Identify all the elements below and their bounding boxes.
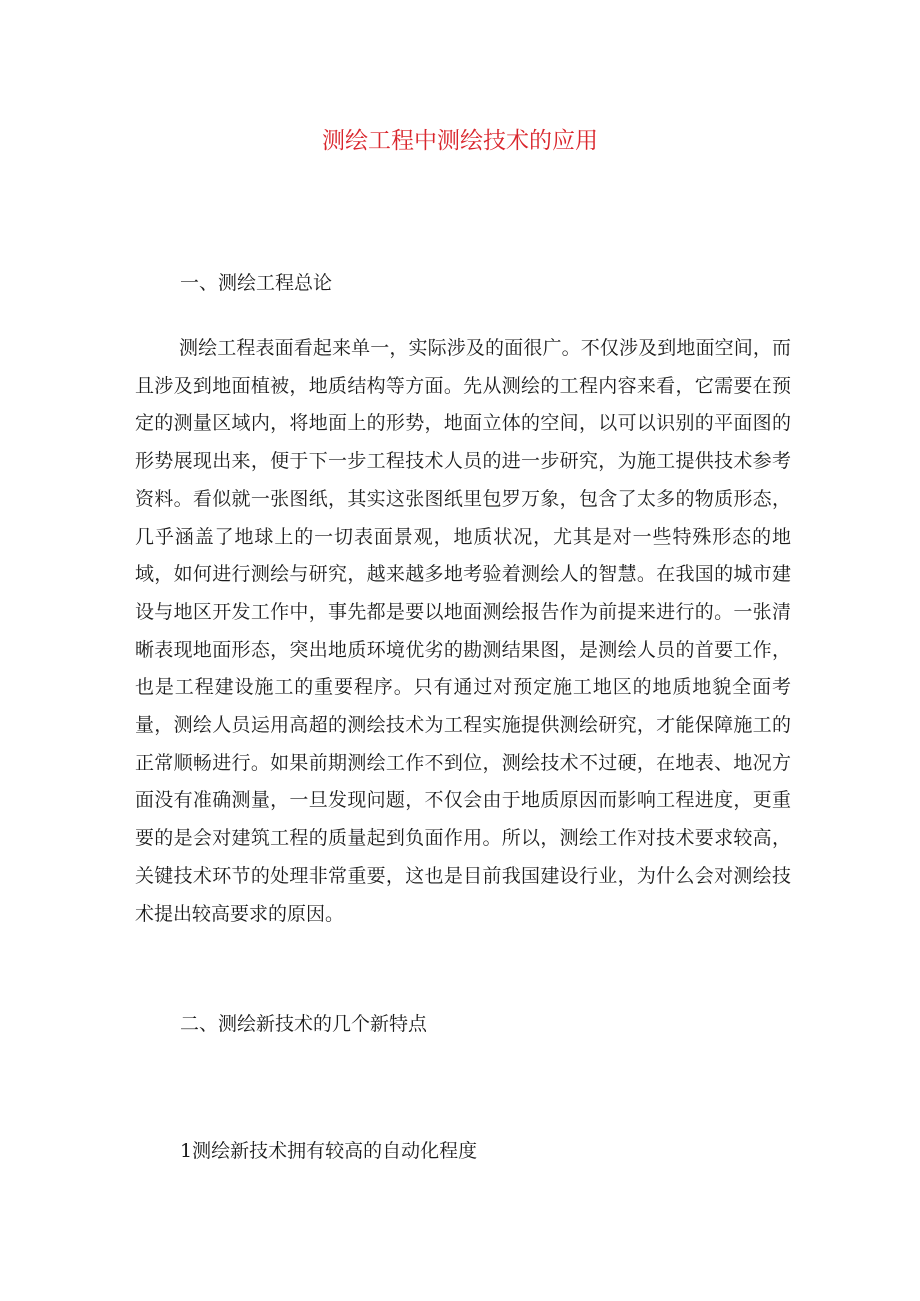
- section-heading-1: 一、测绘工程总论: [180, 272, 333, 294]
- section-1-paragraph: 测绘工程表面看起来单一，实际涉及的面很广。不仅涉及到地面空间，而且涉及到地面植被，地质结构等方面。先从测绘的工程内容来看，它需要在预定的测量区域内，将地面上的形势，地面立体的空间，以可以识别的平面图的形势展现出来，便于下一步工程技术人员的进一步研究，为施工提供技术参考资料。看似就一张图纸，其实这张图纸里包罗万象，包含了太多的物质形态，几乎涵盖了地球上的一切表面景观，地质状况，尤其是对一些特殊形态的地域，如何进行测绘与研究，越来越多地考验着测绘人的智慧。在我国的城市建设与地区开发工作中，事先都是要以地面测绘报告作为前提来进行的。一张清晰表现地面形态，突出地质环境优劣的勘测结果图，是测绘人员的首要工作，也是工程建设施工的重要程序。只有通过对预定施工地区的地质地貌全面考量，测绘人员运用高超的测绘技术为工程实施提供测绘研究，才能保障施工的正常顺畅进行。如果前期测绘工作不到位，测绘技术不过硬，在地表、地况方面没有准确测量，一旦发现问题，不仅会由于地质原因而影响工程进度，更重要的是会对建筑工程的质量起到负面作用。所以，测绘工作对技术要求较高，关键技术环节的处理非常重要，这也是目前我国建设行业，为什么会对测绘技术提出较高要求的原因。: [135, 337, 791, 925]
- document-title: 测绘工程中测绘技术的应用: [322, 128, 598, 154]
- subsection-heading-1: 1测绘新技术拥有较高的自动化程度: [180, 1140, 478, 1162]
- section-heading-2: 二、测绘新技术的几个新特点: [180, 1013, 428, 1035]
